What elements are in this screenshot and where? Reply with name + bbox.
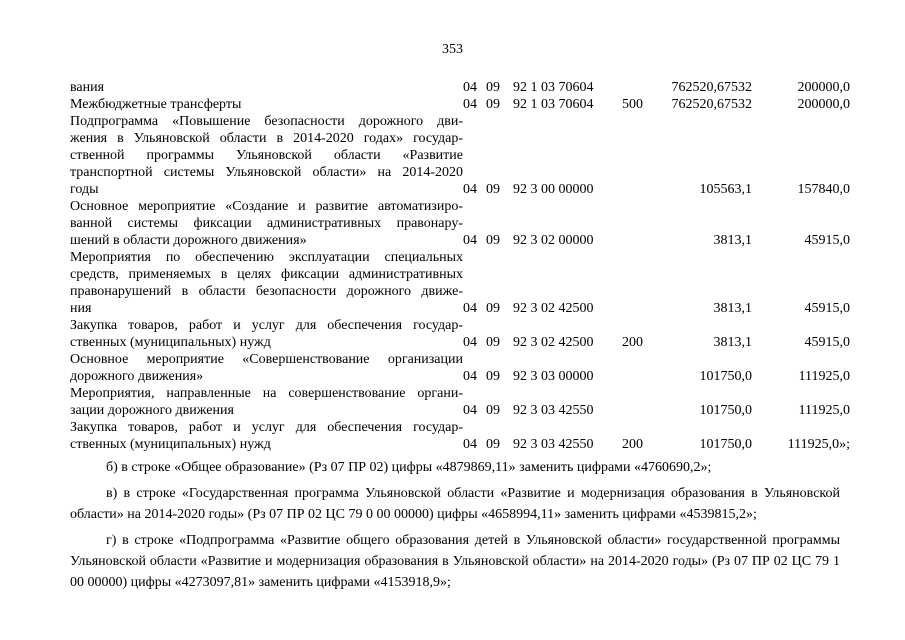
row-name-line: правонарушений в области безопасности дорожного движе-: [70, 284, 463, 299]
amendment-paragraph: в) в строке «Государственная программа Ульяновской области «Развитие и модернизация образования в Ульяновской области» на 2014-2020 годы» (Рз 07 ПР 02 ЦС 79 0 00 00000) цифры «4658994,11» заменить цифрами «4539815,2»;: [70, 486, 840, 522]
row-sum-2018: 101750,0: [699, 437, 752, 452]
row-cs: 92 3 03 42550: [513, 437, 594, 452]
row-name-line: зации дорожного движения: [70, 403, 234, 418]
row-name-line: вания: [70, 80, 105, 95]
row-rz: 04: [463, 403, 477, 418]
row-sum-2019: 200000,0: [797, 97, 850, 112]
row-name-line: Закупка товаров, работ и услуг для обеспечения государ-: [70, 318, 463, 333]
row-name: [70, 96, 463, 113]
row-name-line: Межбюджетные трансферты: [70, 97, 242, 112]
row-name-line: транспортной системы Ульяновской области» на 2014-2020: [70, 165, 463, 180]
row-name-line: шений в области дорожного движения»: [70, 233, 307, 248]
row-sum-2018: 762520,67532: [671, 80, 752, 95]
row-name: [70, 317, 463, 351]
row-rz: 04: [463, 233, 477, 248]
row-pr: 09: [486, 182, 500, 197]
row-sum-2018: 3813,1: [713, 233, 752, 248]
budget-table: [70, 79, 850, 453]
row-pr: 09: [486, 335, 500, 350]
row-cs: 92 1 03 70604: [513, 97, 594, 112]
row-cs: 92 3 02 42500: [513, 335, 594, 350]
row-name-line: дорожного движения»: [70, 369, 204, 384]
amendment-paragraph: б) в строке «Общее образование» (Рз 07 ПР 02) цифры «4879869,11» заменить цифрами «4760690,2»;: [106, 460, 712, 475]
row-name: [70, 385, 463, 419]
row-name-line: годы: [70, 182, 99, 197]
table-row: [70, 79, 850, 96]
table-row: [70, 198, 850, 249]
row-pr: 09: [486, 97, 500, 112]
row-sum-2018: 101750,0: [699, 369, 752, 384]
row-rz: 04: [463, 182, 477, 197]
row-name-line: жения в Ульяновской области в 2014-2020 годах» государ-: [70, 131, 463, 146]
row-pr: 09: [486, 403, 500, 418]
row-name-line: ванной системы фиксации административных правонару-: [70, 216, 463, 231]
row-vr: [622, 79, 662, 96]
row-sum-2018: 3813,1: [713, 335, 752, 350]
row-name-line: Подпрограмма «Повышение безопасности дорожного дви-: [70, 114, 463, 129]
row-name-line: ственной программы Ульяновской области «Развитие: [70, 148, 463, 163]
row-vr: 200: [622, 335, 643, 350]
row-name: [70, 419, 463, 453]
row-vr: [622, 249, 662, 317]
row-name-line: Основное мероприятие «Совершенствование организации: [70, 352, 463, 367]
row-sum-2019: 157840,0: [797, 182, 850, 197]
row-vr: 500: [622, 97, 643, 112]
table-row: [70, 317, 850, 351]
row-cs: 92 3 03 42550: [513, 403, 594, 418]
row-sum-2018: 3813,1: [713, 301, 752, 316]
row-rz: 04: [463, 97, 477, 112]
row-name-line: Мероприятия, направленные на совершенствование органи-: [70, 386, 463, 401]
row-name: [70, 249, 463, 317]
amendment-paragraphs: [70, 457, 840, 598]
row-name-line: ния: [70, 301, 92, 316]
row-sum-2018: 101750,0: [699, 403, 752, 418]
row-cs: 92 1 03 70604: [513, 80, 594, 95]
row-name-line: средств, применяемых в целях фиксации административных: [70, 267, 463, 282]
row-sum-2018: 762520,67532: [671, 97, 752, 112]
row-vr: [622, 113, 662, 198]
row-sum-2019: 45915,0: [804, 233, 850, 248]
row-rz: 04: [463, 437, 477, 452]
row-sum-2019: 200000,0: [797, 80, 850, 95]
table-row: [70, 96, 850, 113]
row-name: [70, 79, 463, 96]
row-rz: 04: [463, 301, 477, 316]
row-vr: [622, 385, 662, 419]
row-name: [70, 198, 463, 249]
row-name-line: Закупка товаров, работ и услуг для обеспечения государ-: [70, 420, 463, 435]
table-row: [70, 351, 850, 385]
row-cs: 92 3 03 00000: [513, 369, 594, 384]
row-sum-2019: 111925,0: [798, 369, 850, 384]
table-row: [70, 249, 850, 317]
row-sum-2019: 111925,0: [798, 403, 850, 418]
row-cs: 92 3 00 00000: [513, 182, 594, 197]
row-sum-2019: 45915,0: [804, 335, 850, 350]
row-name-line: ственных (муниципальных) нужд: [70, 437, 271, 452]
row-rz: 04: [463, 335, 477, 350]
row-rz: 04: [463, 369, 477, 384]
row-vr: [622, 198, 662, 249]
row-pr: 09: [486, 233, 500, 248]
amendment-paragraph: г) в строке «Подпрограмма «Развитие общего образования детей в Ульяновской области» государственной программы Ульяновской области «Развитие и модернизация образования в Ульяновской области» на 2014-2020 годы» (Рз 07 ПР 02 ЦС 79 1 00 00000) цифры «4273097,81» заменить цифрами «4153918,9»;: [70, 533, 840, 590]
row-name-line: Основное мероприятие «Создание и развитие автоматизиро-: [70, 199, 463, 214]
table-row: [70, 113, 850, 198]
row-vr: 200: [622, 437, 643, 452]
row-pr: 09: [486, 80, 500, 95]
row-pr: 09: [486, 437, 500, 452]
table-row: [70, 419, 850, 453]
row-cs: 92 3 02 42500: [513, 301, 594, 316]
row-sum-2019: 111925,0»;: [787, 437, 850, 452]
budget-table-body: [70, 79, 850, 453]
row-cs: 92 3 02 00000: [513, 233, 594, 248]
row-sum-2018: 105563,1: [699, 182, 752, 197]
row-pr: 09: [486, 369, 500, 384]
page-number: 353: [442, 42, 463, 57]
row-name-line: Мероприятия по обеспечению эксплуатации специальных: [70, 250, 463, 265]
row-pr: 09: [486, 301, 500, 316]
row-sum-2019: 45915,0: [804, 301, 850, 316]
row-vr: [622, 351, 662, 385]
row-rz: 04: [463, 80, 477, 95]
table-row: [70, 385, 850, 419]
row-name: [70, 113, 463, 198]
row-name: [70, 351, 463, 385]
row-name-line: ственных (муниципальных) нужд: [70, 335, 271, 350]
